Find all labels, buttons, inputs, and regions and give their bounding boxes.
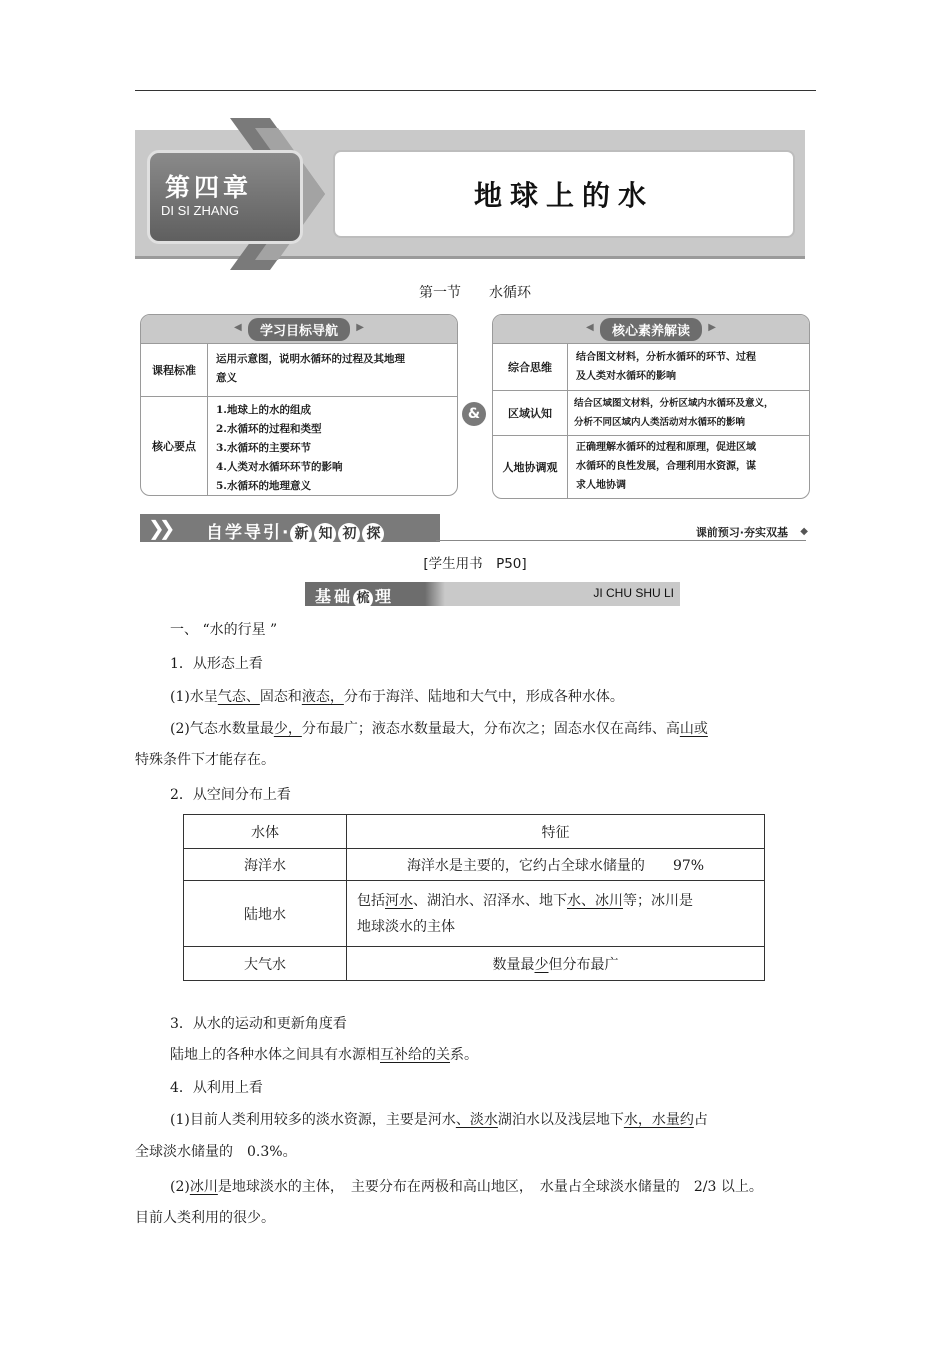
chapter-pinyin: DI SI ZHANG [161, 203, 240, 218]
water-body-feature: 海洋水是主要的，它约占全球水储量的 97% [347, 849, 765, 881]
literacy-row [493, 435, 809, 498]
diamond-icon: ◆ [800, 526, 808, 537]
water-body-name: 陆地水 [184, 881, 347, 947]
guide-underline [436, 540, 806, 541]
water-body-table [183, 814, 765, 981]
row-line: 5.水循环的地理意义 [216, 480, 311, 492]
paragraph-1: (1)水呈气态、固态和液态，分布于海洋、陆地和大气中，形成各种水体。 [170, 689, 624, 705]
ampersand-icon: & [462, 402, 486, 426]
table-header-row [184, 815, 765, 849]
row-line: 求人地协调 [576, 480, 626, 491]
row-line: 及人类对水循环的影响 [576, 371, 676, 382]
table-row [184, 849, 765, 881]
row-value [208, 344, 457, 396]
subheading-form: 1．从形态上看 [170, 656, 263, 672]
row-key: 课程标准 [141, 344, 208, 396]
row-line: 运用示意图，说明水循环的过程及其地理 [216, 353, 405, 365]
water-body-name: 海洋水 [184, 849, 347, 881]
heading-water-planet: 一、 “水的行星 ” [170, 622, 278, 638]
row-value [568, 436, 809, 498]
paragraph-4-cont: 全球淡水储量的 0.3%。 [135, 1144, 297, 1160]
row-line: 正确理解水循环的过程和原理，促进区域 [576, 442, 756, 453]
row-key: 人地协调观 [493, 436, 568, 498]
subheading-use: 4．从利用上看 [170, 1080, 263, 1096]
basics-circle-char: 梳 [353, 589, 373, 609]
literacy-row [493, 390, 809, 435]
table-header: 水体 [184, 815, 347, 849]
row-key: 综合思维 [493, 344, 568, 390]
guide-circle-char: 初 [338, 523, 360, 545]
paragraph-3: 陆地上的各种水体之间具有水源相互补给的关系。 [170, 1047, 478, 1063]
chapter-number: 第四章 [165, 173, 253, 202]
guide-title [206, 518, 386, 545]
row-value [208, 397, 457, 495]
row-value [568, 344, 809, 390]
panel-header [493, 315, 809, 343]
guide-circle-char: 探 [362, 523, 384, 545]
water-body-feature: 数量最少但分布最广 [347, 947, 765, 981]
guide-circle-char: 新 [290, 523, 312, 545]
panel-heading: ◀ 学习目标导航 ▶ [248, 318, 350, 341]
subheading-space: 2．从空间分布上看 [170, 787, 291, 803]
guide-subtitle: 课前预习·夯实双基 [695, 526, 788, 539]
table-row [184, 881, 765, 947]
table-header: 特征 [347, 815, 765, 849]
water-body-feature: 包括河水、湖泊水、沼泽水、地下水、冰川等；冰川是 地球淡水的主体 [347, 881, 765, 947]
row-line: 分析不同区域内人类活动对水循环的影响 [574, 417, 746, 428]
learning-goals-panel [140, 314, 458, 496]
guide-prefix: 自学导引· [206, 523, 291, 543]
row-line: 3.水循环的主要环节 [216, 442, 311, 454]
paragraph-2-cont: 特殊条件下才能存在。 [135, 752, 275, 768]
book-reference: [学生用书 P50] [423, 556, 527, 572]
row-line: 2.水循环的过程和类型 [216, 423, 322, 435]
panel-header [141, 315, 457, 343]
chapter-title-box [333, 150, 795, 238]
chapter-title: 地球上的水 [473, 179, 654, 212]
goal-row [141, 343, 457, 396]
row-line: 结合图文材料，分析水循环的环节、过程 [576, 352, 756, 363]
basics-label-a: 基础 [315, 587, 354, 606]
double-chevron-icon: ❯❯ [148, 516, 170, 540]
basics-bar [305, 582, 680, 606]
chapter-banner [135, 118, 805, 270]
row-line: 4.人类对水循环环节的影响 [216, 461, 343, 473]
paragraph-4: (1)目前人类利用较多的淡水资源，主要是河水、淡水湖泊水以及浅层地下水，水量约占 [170, 1112, 708, 1128]
self-study-guide-bar [140, 510, 810, 546]
table-row [184, 947, 765, 981]
paragraph-2: (2)气态水数量最少，分布最广；液态水数量最大，分布次之；固态水仅在高纬、高山或 [170, 721, 708, 737]
paragraph-5: (2)冰川是地球淡水的主体， 主要分布在两极和高山地区， 水量占全球淡水储量的 2/3 以上。 [170, 1179, 763, 1195]
core-literacy-panel [492, 314, 810, 499]
guide-circle-char: 知 [314, 523, 336, 545]
water-body-name: 大气水 [184, 947, 347, 981]
basics-label-b: 理 [375, 587, 395, 606]
paragraph-5-cont: 目前人类利用的很少。 [135, 1210, 275, 1226]
panel-heading: ◀ 核心素养解读 ▶ [600, 318, 702, 341]
row-line: 1.地球上的水的组成 [216, 404, 311, 416]
goal-row [141, 396, 457, 495]
subheading-motion: 3．从水的运动和更新角度看 [170, 1016, 347, 1032]
row-key: 核心要点 [141, 397, 208, 495]
row-line: 意义 [216, 372, 237, 384]
row-value [568, 391, 809, 435]
top-rule [135, 90, 816, 91]
row-key: 区域认知 [493, 391, 568, 435]
basics-label [315, 584, 394, 609]
basics-pinyin: JI CHU SHU LI [593, 586, 674, 600]
row-line: 结合区域图文材料，分析区域内水循环及意义， [574, 398, 774, 409]
literacy-row [493, 343, 809, 390]
section-title: 第一节 水循环 [419, 285, 531, 301]
row-line: 水循环的良性发展，合理利用水资源，谋 [576, 461, 756, 472]
